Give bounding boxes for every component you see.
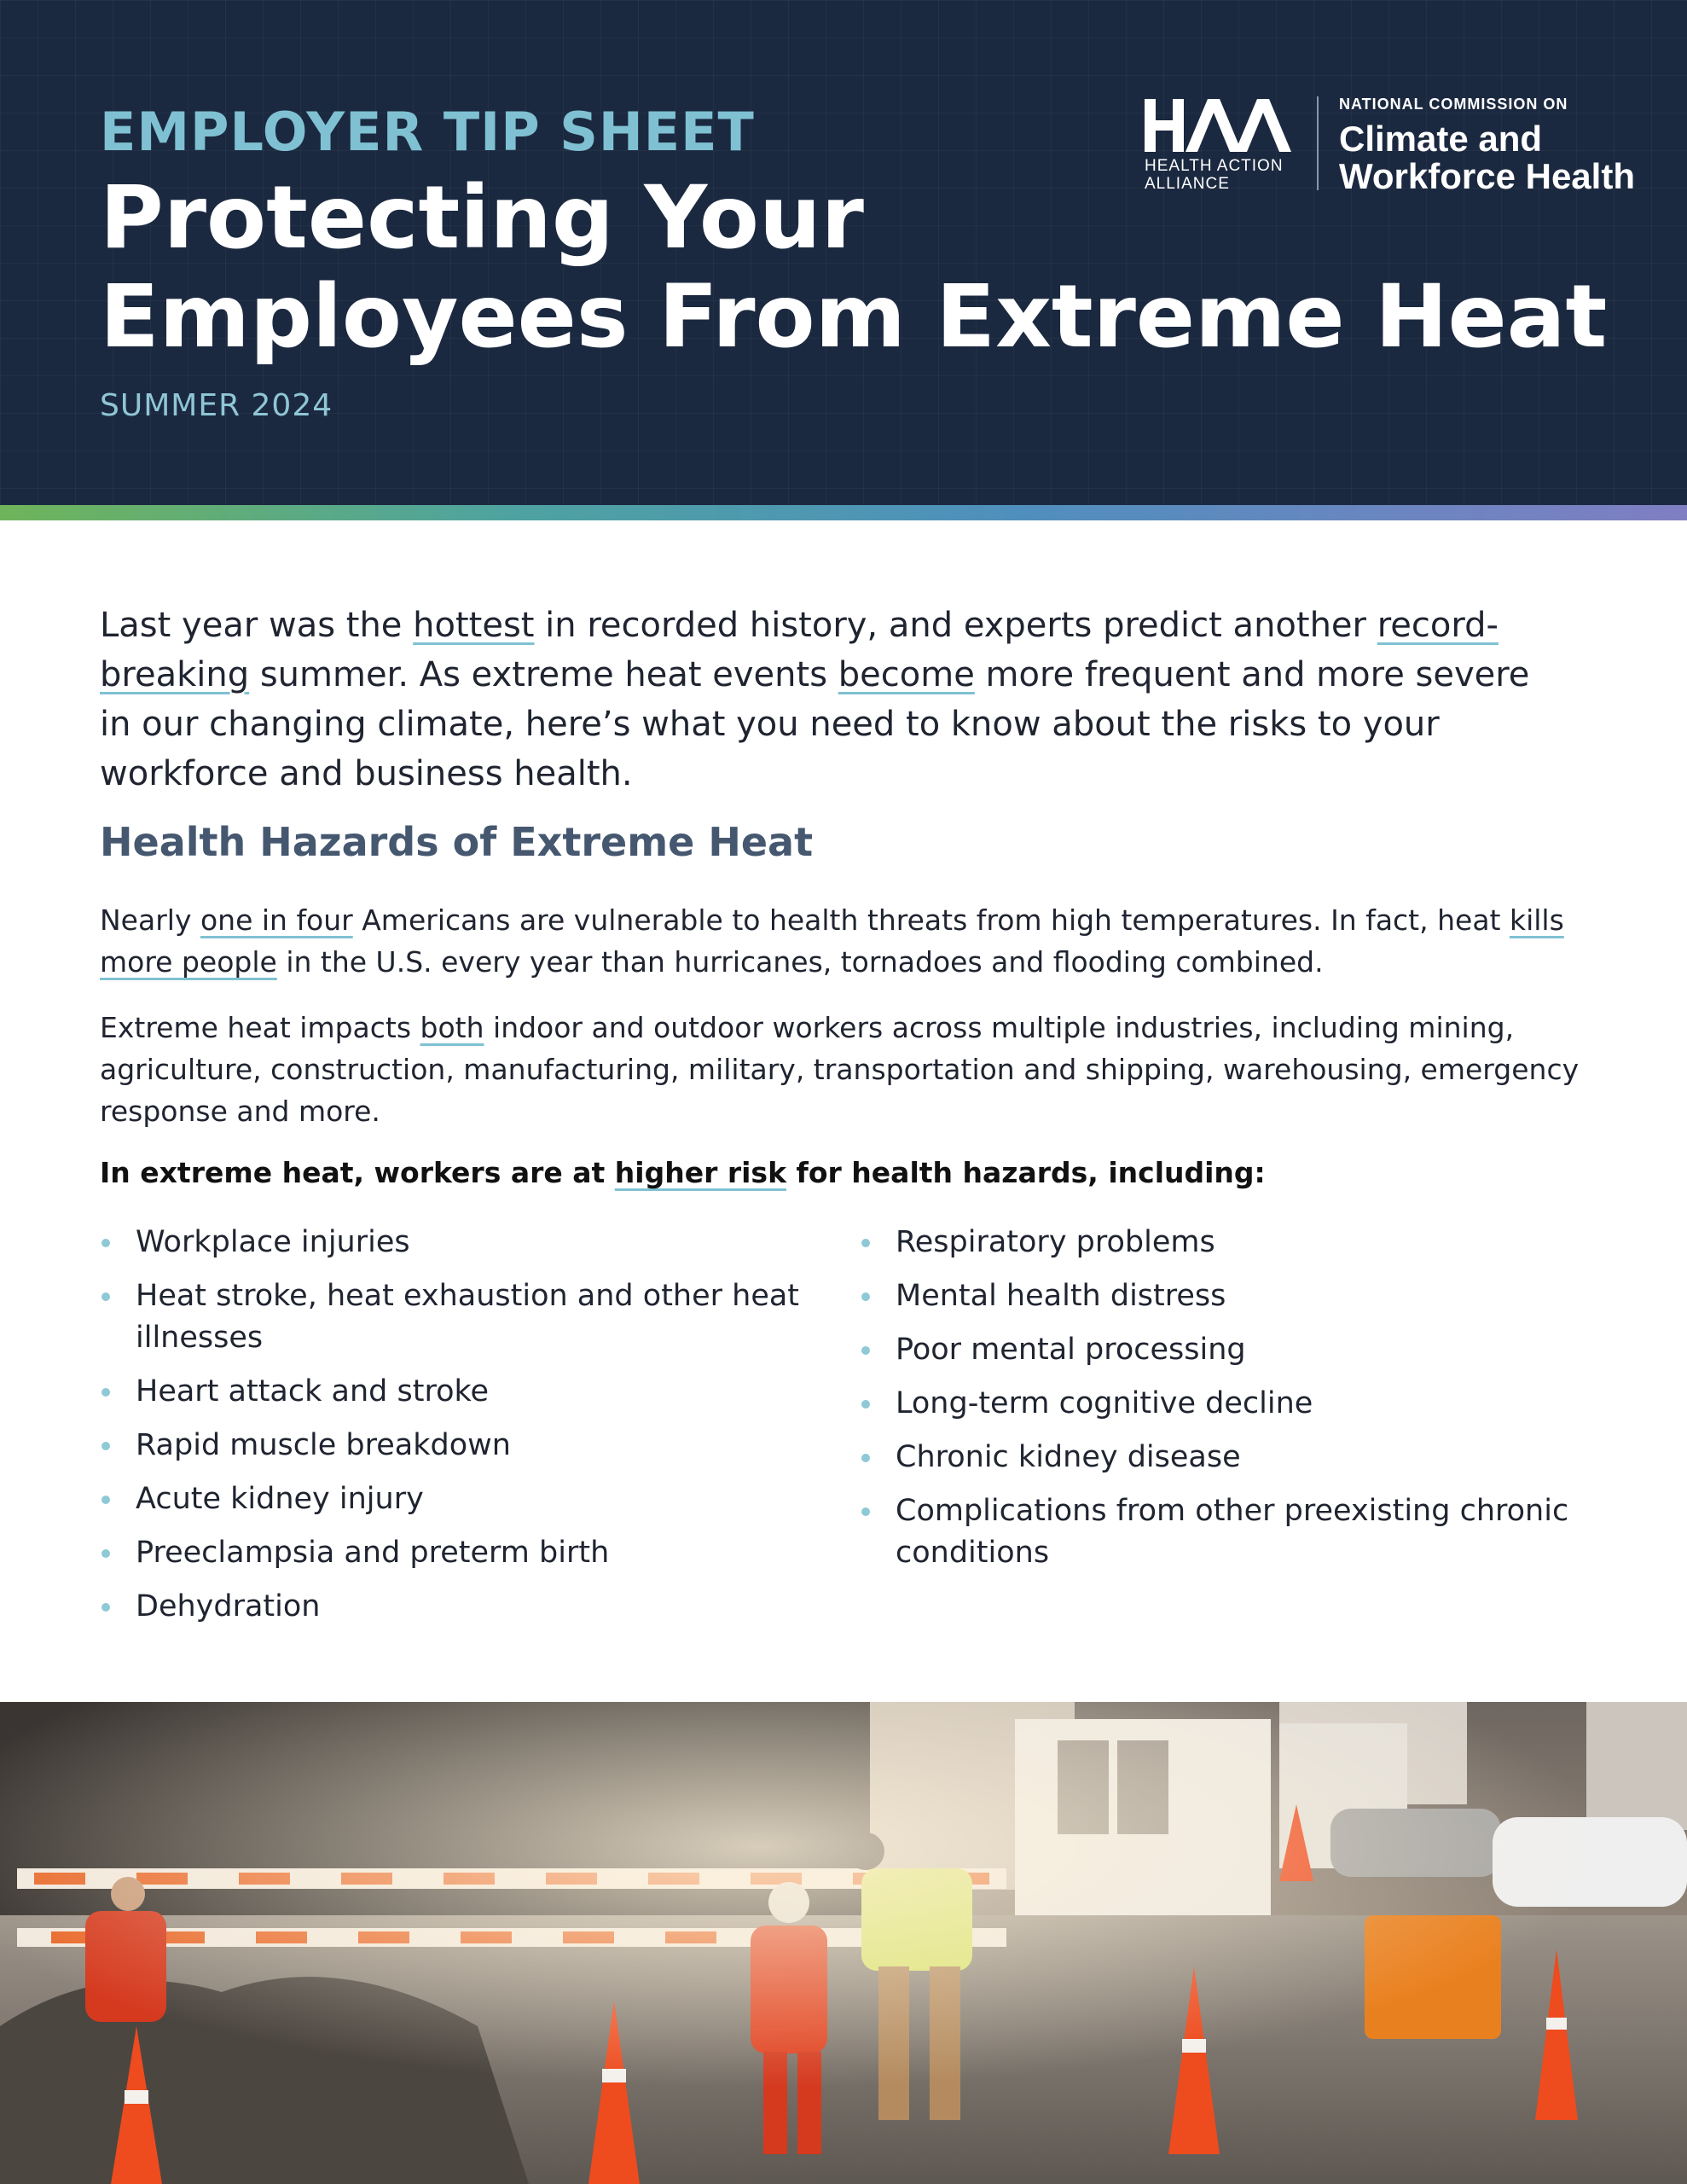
bullet-dot xyxy=(861,1400,870,1409)
kicker: EMPLOYER TIP SHEET xyxy=(100,101,755,163)
hazards-list-right xyxy=(860,1222,1610,1586)
list-item-text: Complications from other preexisting chronic conditions xyxy=(896,1494,1569,1570)
bullet-dot xyxy=(101,1442,110,1450)
title-line-1: Protecting Your xyxy=(100,167,864,269)
list-item xyxy=(860,1275,1610,1317)
link-hottest[interactable]: hottest xyxy=(413,606,535,645)
bullet-dot xyxy=(861,1292,870,1301)
list-item-text: Long-term cognitive decline xyxy=(896,1386,1313,1420)
link-higher-risk[interactable]: higher risk xyxy=(614,1156,787,1189)
section-heading: Health Hazards of Extreme Heat xyxy=(100,819,814,865)
list-item xyxy=(860,1329,1610,1371)
paragraph-text: Americans are vulnerable to health threats from high temperatures. In fact, heat xyxy=(352,903,1510,937)
commission-name xyxy=(1339,119,1635,196)
commission-line-1: Climate and xyxy=(1339,119,1543,159)
list-item-text: Respiratory problems xyxy=(896,1225,1215,1259)
paragraph-text: Extreme heat impacts xyxy=(100,1011,420,1044)
list-item xyxy=(100,1275,816,1359)
commission-eyebrow: NATIONAL COMMISSION ON xyxy=(1339,96,1568,113)
industries-paragraph xyxy=(100,1007,1588,1132)
header-banner xyxy=(0,0,1687,505)
intro-text: in recorded history, and experts predict another xyxy=(534,606,1377,645)
list-item xyxy=(100,1222,816,1263)
link-kills-more-people[interactable]: kills more people xyxy=(100,903,1564,979)
commission-logo xyxy=(1339,96,1635,196)
bullet-dot xyxy=(101,1496,110,1504)
haa-line-1: HEALTH ACTION xyxy=(1145,157,1284,175)
intro-paragraph xyxy=(100,601,1567,799)
logo-divider xyxy=(1317,96,1319,190)
list-item-text: Heat stroke, heat exhaustion and other heat illnesses xyxy=(136,1279,800,1355)
lead-text: In extreme heat, workers are at xyxy=(100,1156,615,1189)
haa-line-2: ALLIANCE xyxy=(1145,175,1230,193)
edition-label: SUMMER 2024 xyxy=(100,388,333,423)
list-item xyxy=(860,1490,1610,1574)
link-one-in-four[interactable]: one in four xyxy=(200,903,353,937)
title-line-2: Employees From Extreme Heat xyxy=(100,266,1608,368)
haa-logo xyxy=(1143,96,1296,198)
bullet-dot xyxy=(101,1292,110,1301)
list-item-text: Preeclampsia and preterm birth xyxy=(136,1536,610,1570)
list-item-text: Heart attack and stroke xyxy=(136,1374,490,1409)
intro-text: Last year was the xyxy=(100,606,414,645)
list-item xyxy=(100,1532,816,1574)
vulnerability-paragraph xyxy=(100,899,1588,983)
commission-line-2: Workforce Health xyxy=(1339,156,1635,196)
list-item-text: Rapid muscle breakdown xyxy=(136,1428,511,1462)
list-item-text: Mental health distress xyxy=(896,1279,1226,1313)
list-item xyxy=(100,1478,816,1520)
header-gradient-stripe xyxy=(0,505,1687,520)
photo-illustration xyxy=(0,1702,1687,2184)
list-item-text: Dehydration xyxy=(136,1589,321,1623)
list-item xyxy=(860,1222,1610,1263)
bullet-dot xyxy=(101,1239,110,1247)
list-item-text: Workplace injuries xyxy=(136,1225,410,1259)
lead-text: for health hazards, including: xyxy=(786,1156,1266,1189)
list-item-text: Acute kidney injury xyxy=(136,1482,424,1516)
bullet-dot xyxy=(861,1507,870,1516)
bullet-dot xyxy=(101,1388,110,1397)
link-record-breaking[interactable]: record-breaking xyxy=(100,606,1499,694)
haa-logo-subtitle xyxy=(1145,157,1284,193)
intro-text: more frequent and more severe in our changing climate, here’s what you need to know about the risks to your workforce and business health. xyxy=(100,655,1530,793)
paragraph-text: indoor and outdoor workers across multiple industries, including mining, agriculture, construction, manufacturing, military, transportation and shipping, warehousing, emergency response and more. xyxy=(100,1011,1580,1128)
link-become[interactable]: become xyxy=(838,655,975,694)
list-item-text: Chronic kidney disease xyxy=(896,1440,1241,1474)
hazards-lead xyxy=(100,1156,1266,1189)
paragraph-text: Nearly xyxy=(100,903,200,937)
hazards-list-left xyxy=(100,1222,816,1640)
intro-text: summer. As extreme heat events xyxy=(249,655,838,694)
list-item xyxy=(100,1371,816,1413)
paragraph-text: in the U.S. every year than hurricanes, tornadoes and flooding combined. xyxy=(276,945,1324,979)
list-item-text: Poor mental processing xyxy=(896,1333,1246,1367)
list-item xyxy=(860,1383,1610,1425)
haa-logo-mark xyxy=(1143,96,1292,154)
bullet-dot xyxy=(861,1454,870,1462)
construction-workers-photo xyxy=(0,1702,1687,2184)
bullet-dot xyxy=(861,1239,870,1247)
list-item xyxy=(100,1425,816,1467)
bullet-dot xyxy=(101,1603,110,1612)
bullet-dot xyxy=(861,1346,870,1355)
list-item xyxy=(860,1437,1610,1478)
bullet-dot xyxy=(101,1549,110,1558)
link-both[interactable]: both xyxy=(420,1011,484,1044)
list-item xyxy=(100,1586,816,1628)
